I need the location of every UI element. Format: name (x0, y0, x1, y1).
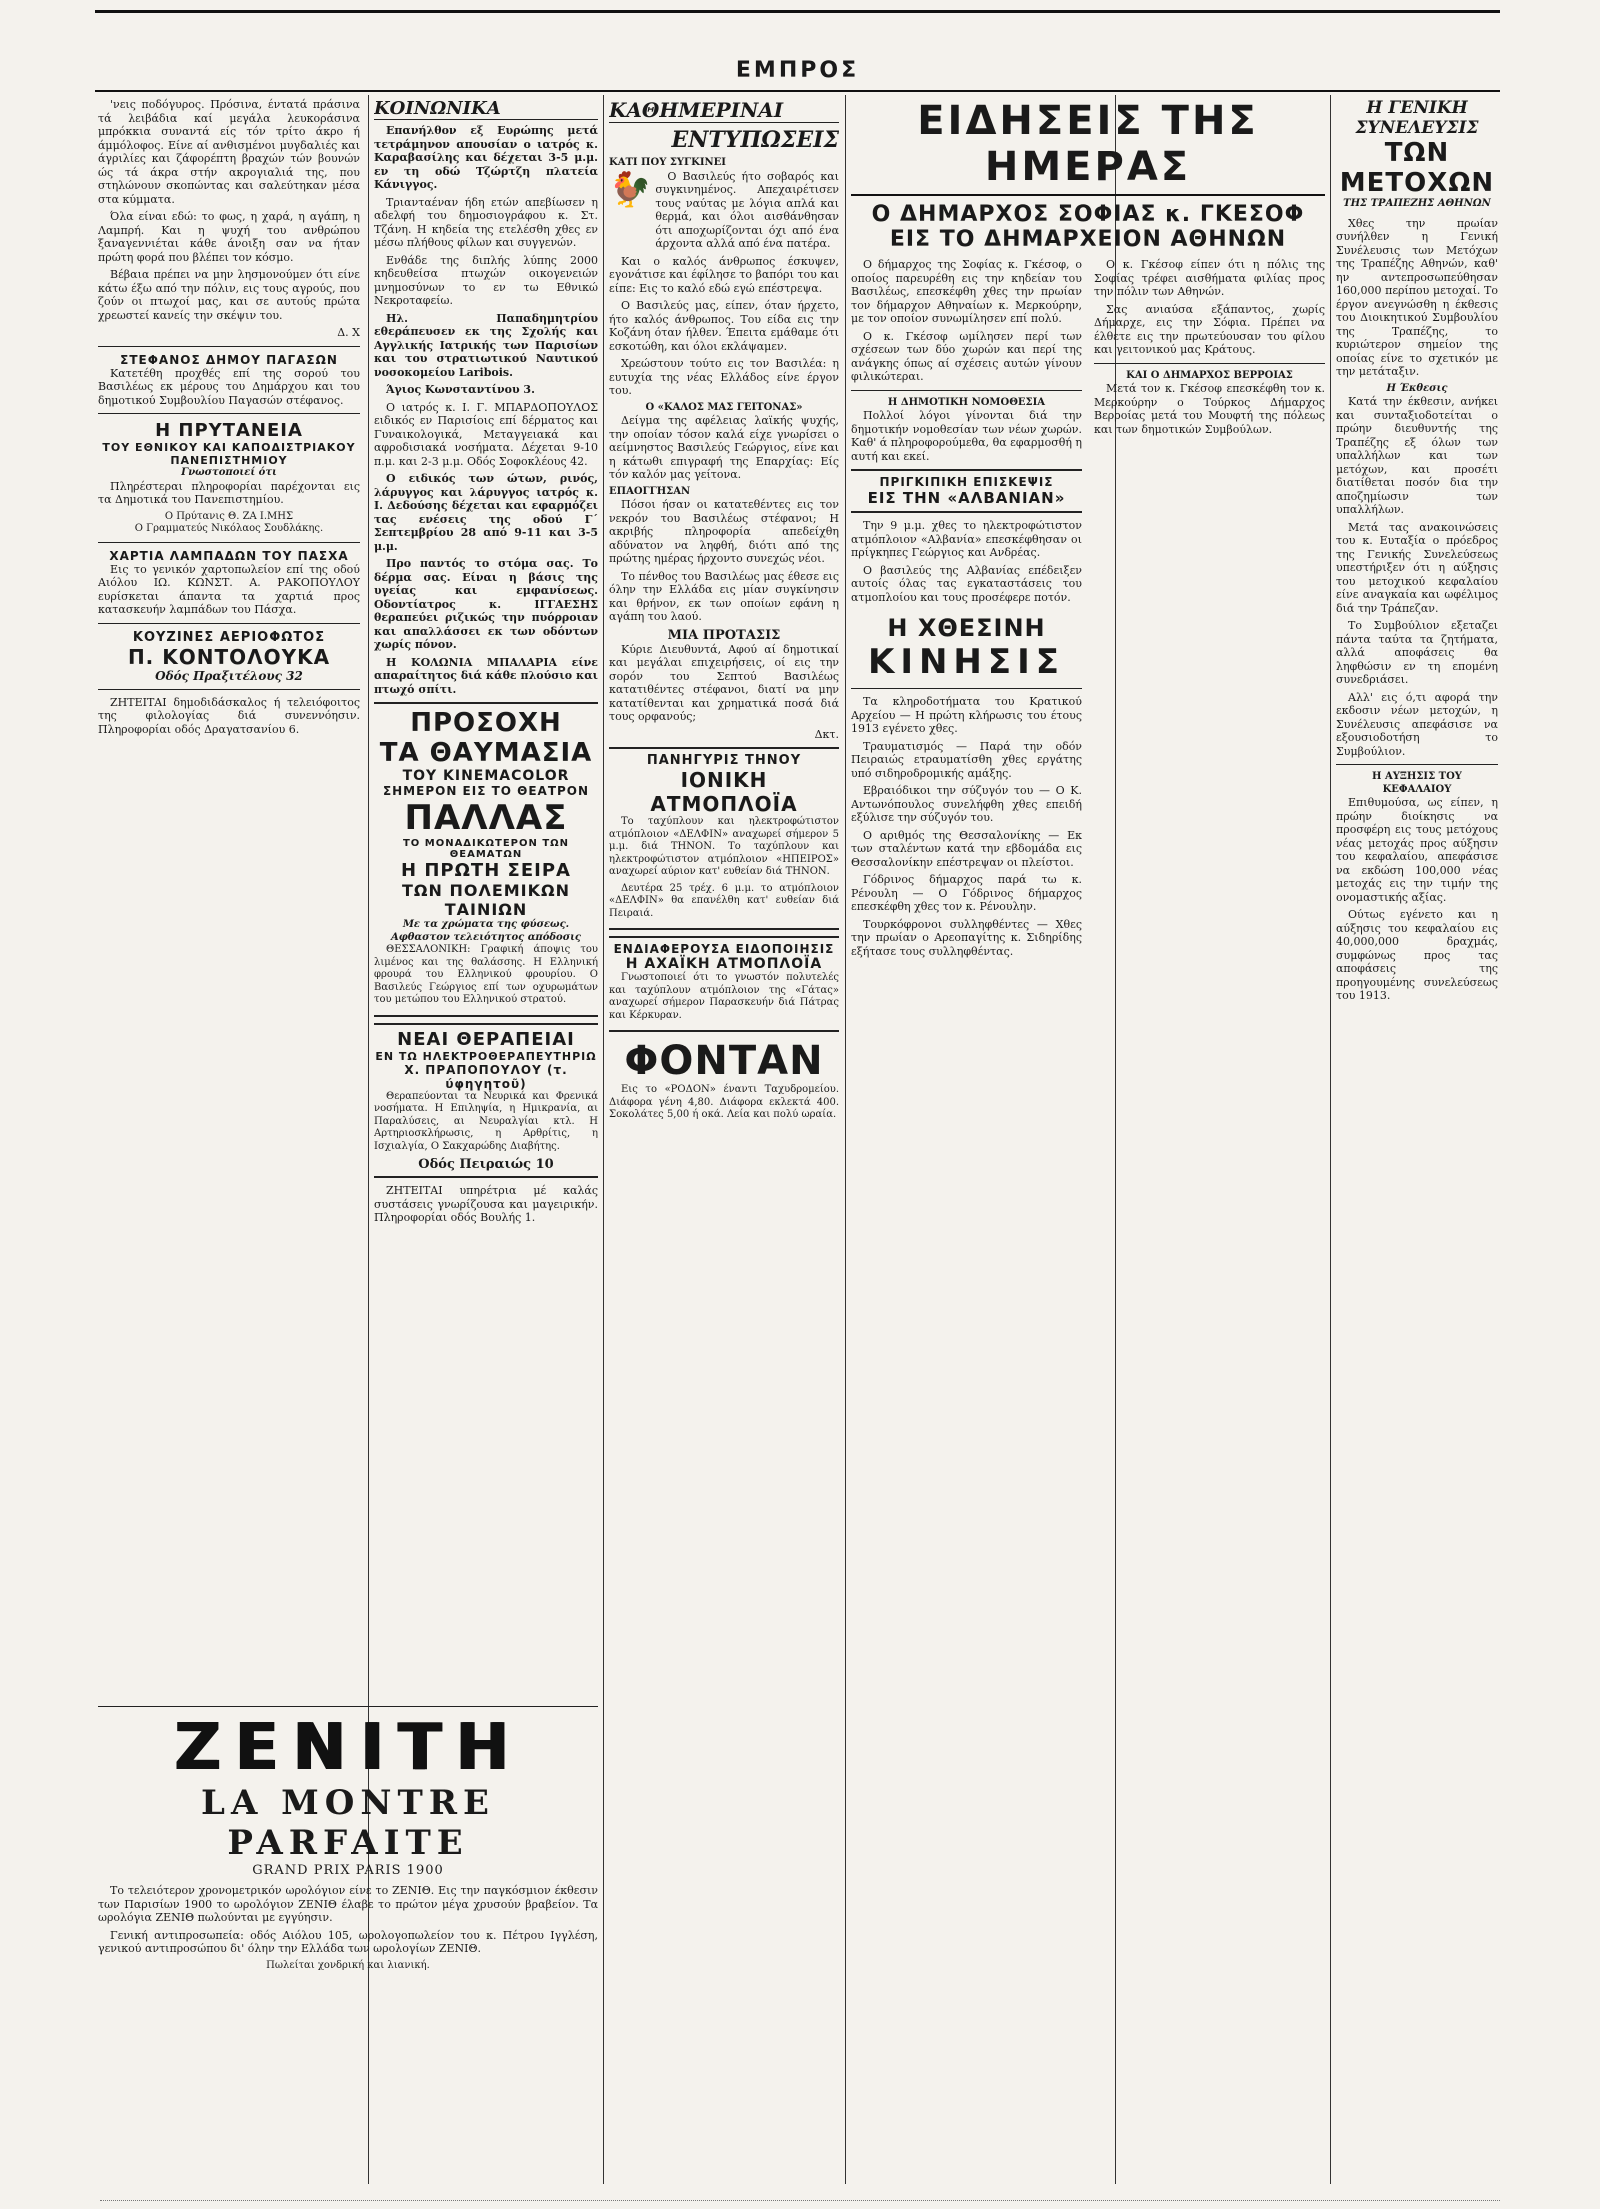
notice-name: Π. ΚΟΝΤΟΛΟΥΚΑ (127, 644, 331, 669)
ad-subtitle: ΙΟΝΙΚΗ ΑΤΜΟΠΛΟΪΑ (650, 768, 798, 816)
ad-films: ΤΩΝ ΠΟΛΕΜΙΚΩΝ ΤΑΙΝΙΩΝ (401, 881, 571, 919)
section-title: ΚΟΙΝΩΝΙΚΑ (374, 98, 598, 120)
fontan-headline: ΦΟΝΤΑΝ (624, 1038, 824, 1084)
subheading: ΠΡΙΓΚΙΠΙΚΗ ΕΠΙΣΚΕΨΙΣ (879, 475, 1054, 489)
notice-title: ΚΟΥΖΙΝΕΣ ΑΕΡΙΟΦΩΤΟΣ (132, 629, 326, 645)
zenith-footer: Πωλείται χονδρική και λιανική. (266, 1959, 430, 1971)
column-1 (98, 98, 360, 1679)
article-text: Προ παντός το στόμα σας. Το δέρμα σας. Είναι η βάσις της υγείας και εμφανίσεως. Οδοντίατρος κ. ΙΓΓΑΕΣΗΣ θεραπεύει ριζικώς την πυόρροιαν και απαλλάσσει εκ των οδόντων χωρίς πόνον. (374, 557, 598, 651)
ad-headline: ΤΑ ΘΑΥΜΑΣΙΑ (379, 738, 593, 768)
signature: Δκτ. (814, 727, 839, 741)
article-text: Την 9 μ.μ. χθες το ηλεκτροφώτιστον ατμόπλοιον «Αλβανία» επεσκέφθησαν οι πρίγκηπες Γεώργιος και Ανδρέας. (851, 519, 1082, 559)
notice-signature: Ο Πρύτανις Θ. ΖΑ Ι.ΜΗΣ (164, 510, 294, 522)
ad-name: Χ. ΠΡΑΠΟΠΟΥΛΟΥ (τ. ύφηγητοῦ) (404, 1062, 568, 1091)
article-text: Και ο καλός άνθρωπος έσκυψεν, εγονάτισε και έφίλησε το βαπόρι του και είπε: Εις το καλό εδώ εγώ επέστρεψα. (609, 254, 839, 295)
article-text: Ο δήμαρχος της Σοφίας κ. Γκέσοφ, ο οποίος παρευρέθη εις την κηδείαν του Βασιλέως, επεσκέφθη χθες την πρωίαν τον δήμαρχον Αθηναίων κ. Μερκούρην, με τον οποίον συνωμίλησεν επί πολύ. (851, 258, 1082, 325)
subheading: ΚΑΙ Ο ΔΗΜΑΡΧΟΣ ΒΕΡΡΟΙΑΣ (1126, 369, 1293, 381)
notice-text: ΖΗΤΕΙΤΑΙ δημοδιδάσκαλος ή τελειόφοιτος της φιλολογίας διά συνεννόησιν. Πληροφορίαι οδός Δραγατσανίου 6. (98, 695, 360, 736)
ad-headline: ΠΑΝΗΓΥΡΙΣ ΤΗΝΟΥ (646, 753, 802, 768)
article-text: Επιθυμούσα, ως είπεν, η πρώην διοίκησις να προσφέρη εις τους μετόχους νέας μετοχάς προς αύξησιν του κεφαλαίου, απεφάσισε να εκδώση 100,000 νέας μετοχάς εις την τιμήν της ονομαστικής αξίας. (1336, 796, 1498, 904)
zenith-brand: ZENITH (173, 1711, 523, 1785)
notice-signature: Ο Γραμματεύς Νικόλαος Σουδλάκης. (134, 523, 324, 534)
article-text: Βέβαια πρέπει να μην λησμονούμεν ότι είνε κάτω έξω από την πόλιν, εις τους αγρούς, που ζούν οι πτωχοί μας, και σε αυτούς πρώτα χρεωστεί κανείς την σκέψιν του. (98, 268, 360, 322)
cinema-ad (374, 702, 598, 1017)
headline: ΤΗΣ ΤΡΑΠΕΖΗΣ ΑΘΗΝΩΝ (1343, 198, 1491, 209)
article-text: Ο κ. Γκέσοφ ωμίλησεν περί των σχέσεων των δύο χωρών και περί της ανάγκης όπως αί σχέσεις αυτών γίνουν φιλικώτεραι. (851, 329, 1082, 383)
article-text: Πολλοί λόγοι γίνονται διά την δημοτικήν νομοθεσίαν των νέων χωρών. Καθ' ά πληροφορούμεθα, θα εφαρμοσθή η αυτή και εκεί. (851, 409, 1083, 463)
news-item: Τραυματισμός — Παρά την οδόν Πειραιώς ετραυματίσθη χθες εργάτης υπό σιδηροδρομικής αμάξης. (851, 739, 1082, 780)
ad-headline: ΝΕΑΙ ΘΕΡΑΠΕΙΑΙ (397, 1028, 575, 1050)
article-text: Δείγμα της αφέλειας λαϊκής ψυχής, την οποίαν τόσον καλά είχε γνωρίσει ο αείμνηστος Βασιλεύς Γεώργιος, είνε και η κάτωθι επιγραφή της Επαρχίας: Είς τόν καλόν μας γείτονα. (609, 414, 839, 481)
news-banner: ΕΙΔΗΣΕΙΣ ΤΗΣ ΗΜΕΡΑΣ (851, 98, 1325, 196)
ad-subtitle: ΕΝ ΤΩ ΗΛΕΚΤΡΟΘΕΡΑΠΕΥΤΗΡΙΩ (375, 1049, 597, 1063)
section-subtitle: ΕΝΤΥΠΩΣΕΙΣ (671, 127, 839, 153)
subheading: ΕΠΑΟΓΓΗΣΑΝ (609, 485, 691, 497)
article-text: Επανήλθον εξ Ευρώπης μετά τετράμηνον απουσίαν ο ιατρός κ. Καραβασίλης και δέχεται 3-5 μ.μ. εν τη οδώ Τζώρτζη πλατεία Κάνιγγος. (374, 124, 598, 191)
tinos-ad (609, 747, 839, 930)
news-item: Εβραιόδικοι την σύζυγόν του — Ο Κ. Αντωνόπουλος συνελήφθη χθες επειδή εξύλισε την σύζυγόν του. (851, 784, 1082, 824)
masthead-rule (95, 10, 1500, 13)
zenith-tagline: LA MONTRE PARFAITE (201, 1783, 495, 1863)
section-big-title: Η ΧΘΕΣΙΝΗ (887, 614, 1046, 642)
notice-address: Οδός Πραξιτέλους 32 (155, 668, 303, 683)
article-text: Μετά τον κ. Γκέσοφ επεσκέφθη τον κ. Μερκούρην ο Τούρκος Δήμαρχος Βερροίας μετά του Μουφτή της πόλεως και των δημοτικών Συμβούλων. (1094, 382, 1325, 436)
article-text: Ο ειδικός των ώτων, ρινός, λάρυγγος και λάρυγγος ιατρός κ. Ι. Δεδούσης δέχεται και εφαρμόζει τας ενέσεις της οδού Γ΄ Σεπτεμβρίου 28 από 9-11 και 3-5 μ.μ. (374, 472, 598, 553)
article-text: Ο κ. Γκέσοφ είπεν ότι η πόλις της Σοφίας τρέφει αισθήματα φιλίας προς την πόλιν των Αθηνών. (1094, 258, 1325, 298)
article-text: Ηλ. Παπαδημητρίου εθεράπευσεν εκ της Σχολής και Αγγλικής Ιατρικής των Παρισίων και του στρατιωτικού Ναυτικού νοσοκομείου Laribois. (374, 311, 598, 379)
column-5 (1336, 98, 1498, 2184)
therapy-ad (374, 1023, 598, 1179)
column-divider (1330, 95, 1331, 2184)
notice-text: Πληρέστεραι πληροφορίαι παρέχονται εις τα Δημοτικά του Πανεπιστημίου. (98, 479, 360, 506)
notice-title: Η ΠΡΥΤΑΝΕΙΑ (155, 420, 303, 441)
newspaper-title: ΕΜΠΡΟΣ (735, 58, 860, 83)
column-4 (851, 98, 1325, 2184)
zenith-text: Το τελειότερον χρονομετρικόν ωρολόγιον είνε το ΖΕΝΙΘ. Εις την παγκόσμιον έκθεσιν των Παρισίων 1900 το ωρολόγιον ΖΕΝΙΘ έλαβε το πρώτον μέγα χρυσούν βραβείον. Τα ωρολόγια ΖΕΝΙΘ πωλούνται με εγγύησιν. (98, 1884, 598, 1924)
notice-title: ΣΤΕΦΑΝΟΣ ΔΗΜΟΥ ΠΑΓΑΣΩΝ (120, 352, 338, 367)
news-item: Τα κληροδοτήματα του Κρατικού Αρχείου — Η πρώτη κλήρωσις του έτους 1913 εγένετο χθες. (851, 695, 1082, 735)
notice-lead: Γνωστοποιεί ότι (181, 467, 277, 478)
ad-headline: ΕΝΔΙΑΦΕΡΟΥΣΑ ΕΙΔΟΠΟΙΗΣΙΣ (613, 942, 835, 956)
notice-text: Εις το γενικόν χαρτοπωλείον επί της οδού Αιόλου ΙΩ. ΚΩΝΣΤ. Α. ΡΑΚΟΠΟΥΛΟΥ ευρίσκεται άπαντα τα χαρτιά προς κατασκευήν λαμπάδων του Πάσχα. (98, 562, 360, 616)
news-item: Ο αριθμός της Θεσσαλονίκης — Εκ των σταλέντων κατά την εβδομάδα εις Θεσσαλονίκην επέστρεψαν οι πλείστοι. (851, 828, 1082, 869)
column-2 (374, 98, 598, 1679)
subheading: Η ΑΥΞΗΣΙΣ ΤΟΥ ΚΕΦΑΛΑΙΟΥ (1372, 771, 1462, 795)
notice-text: Κατετέθη προχθές επί της σορού του Βασιλέως εκ μέρους του Δημάρχου και του δημοτικού Συμβουλίου Παγασών στέφανος. (98, 366, 360, 407)
header-rule (95, 90, 1500, 92)
article-text: Ο βασιλεύς της Αλβανίας επέδειξεν αυτοίς όλας τας εγκαταστάσεις του ατμοπλοίου και τους προσέφερε ποτόν. (851, 563, 1082, 604)
ad-subtitle: Η ΑΧΑΪΚΗ ΑΤΜΟΠΛΟΪΑ (625, 956, 823, 972)
subheading: Η Έκθεσις (1386, 382, 1448, 394)
ad-line: ΣΗΜΕΡΟΝ ΕΙΣ ΤΟ ΘΕΑΤΡΟΝ (382, 784, 590, 798)
ad-text: Εις το «ΡΟΔΟΝ» έναντι Ταχυδρομείου. Διάφορα γένη 4,80. Διάφορα εκλεκτά 400. Σοκολάτες 5,00 ή οκά. Λεία και πολύ ωραία. (609, 1084, 839, 1120)
subheading: ΚΑΤΙ ΠΟΥ ΣΥΓΚΙΝΕΙ (609, 157, 726, 168)
section-big-title: ΚΙΝΗΣΙΣ (867, 642, 1065, 682)
ad-theatre: ΠΑΛΛΑΣ (404, 798, 568, 838)
ad-text: Το ταχύπλουν και ηλεκτροφώτιστον ατμόπλοιον «ΔΕΛΦΙΝ» αναχωρεί σήμερον 5 μ.μ. διά ΤΗΝΟΝ. Το ταχύπλουν και ηλεκτροφώτιστον ατμόπλοιον «ΗΠΕΙΡΟΣ» αναχωρεί αύριον κατ' ευθείαν διά ΤΗΝΟΝ. (609, 816, 839, 877)
section-title: ΚΑΘΗΜΕΡΙΝΑΙ (609, 98, 839, 123)
article-text: Η ΚΟΛΩΝΙΑ ΜΠΑΛΑΡΙΑ είνε απαραίτητος διά κάθε πλούσιο και πτωχό σπίτι. (374, 655, 598, 696)
notice-text: ΖΗΤΕΙΤΑΙ υπηρέτρια μέ καλάς συστάσεις γνωρίζουσα και μαγειρικήν. Πληροφορίαι οδός Βουλής 1. (374, 1184, 598, 1224)
article-text: Ο Βασιλεύς ήτο σοβαρός και συγκινημένος. Απεχαιρέτισεν τους ναύτας με λόγια απλά και θερμά, και όλοι αισθάνθησαν ότι αποχωρίζονται όχι από ένα άρχοντα αλλά από ένα πατέρα. (655, 169, 839, 250)
achaiki-ad (609, 936, 839, 1032)
ad-text: Γνωστοποιεί ότι το γνωστόν πολυτελές και ταχύπλουν ατμόπλοιον της «Γάτας» αναχωρεί σήμερον Παρασκευήν διά Πάτρας και Κέρκυραν. (609, 972, 839, 1021)
article-text: Ο Βασιλεύς μας, είπεν, όταν ήρχετο, ήτο καλός άνθρωπος. Του είδα εις την Κοζάνη όταν ήλθεν. Έπειτα εμάθαμε ότι εσκοτώθη, και όλοι εκλάψαμεν. (609, 299, 839, 353)
ad-text: Δευτέρα 25 τρέχ. 6 μ.μ. το ατμόπλοιον «ΔΕΛΦΙΝ» θα επανέλθη κατ' ευθείαν διά Πειραιά. (609, 882, 839, 919)
headline: Η ΓΕΝΙΚΗ ΣΥΝΕΛΕΥΣΙΣ (1355, 98, 1479, 138)
article-text: Ούτως εγένετο και η αύξησις του κεφαλαίου εις 40,000,000 δραχμάς, συμφώνως προς τας αποφάσεις της προηγουμένης συνελεύσεως του 1913. (1336, 908, 1498, 1002)
article-text: Ο ιατρός κ. Ι. Γ. ΜΠΑΡΔΟΠΟΥΛΟΣ ειδικός εν Παρισίοις επί δέρματος και Γυναικολογικά, Μεταγγειακά και αφροδισιακά νοσήματα. Δέχεται 9-10 π.μ. και 2-3 μ.μ. Οδός Σοφοκλέους 42. (374, 400, 598, 468)
ad-address: Οδός Πειραιώς 10 (418, 1157, 554, 1172)
article-text: Ενθάδε της διπλής λύπης 2000 κηδευθείσα πτωχών οικογενειών μνημοσύνων το εν τω Εθνικώ Νεκροταφείω. (374, 253, 598, 307)
article-text: Όλα είναι εδώ: το φως, η χαρά, η αγάπη, η Λαμπρή. Και η ψυχή του ανθρώπου ξαναγεννιέται κάθε άνοιξη σαν να ήταν πρώτη φορά που βλέπει τον κόσμο. (98, 210, 360, 264)
article-text: Το Συμβούλιον εξεταζει πάντα ταύτα τα ζητήματα, αλλά αποφάσεις θα ληφθώσιν εν τη επομένη συνεδριάσει. (1336, 619, 1498, 686)
ad-text: ΘΕΣΣΑΛΟΝΙΚΗ: Γραφική άποψις του λιμένος και της θαλάσσης. Η Ελληνική φρουρά του Ελληνικού φρουρίου. Ο Βασιλεύς Γεώργιος επί των οχυρωμάτων του μετώπου του Ελληνικού στρατού. (374, 944, 598, 1005)
ad-line: ΤΟ ΜΟΝΑΔΙΚΩΤΕΡΟΝ ΤΩΝ ΘΕΑΜΑΤΩΝ (402, 838, 570, 860)
ad-series: Η ΠΡΩΤΗ ΣΕΙΡΑ (401, 860, 571, 881)
news-right-column (1094, 258, 1325, 962)
article-text: Αλλ' εις ό,τι αφορά την εκδοσιν νέων μετοχών, η Συνέλευσις απεφάσισε να εξουσιοδοτήση το Συμβούλιον. (1336, 690, 1498, 758)
column-divider (845, 95, 846, 2184)
subheading: ΜΙΑ ΠΡΟΤΑΣΙΣ (667, 627, 781, 643)
article-text: 'νεις ποδόγυρος. Πρόσινα, έντατά πράσινα τά λειβάδια καί μεγάλα λευκοράσινα μπρόκκια συναντά είς τόν τρίτο άκρο ή άμμόλοφος. Είνε αί ανθισμένοι μυγδαλιές και άγριλίες και ζάφορέπτη βραχών τών βουνών ώς τά άκρα στήν ακρογιαλιά της, που στηλώνουν σκοπώντας και σαλεύτηκαν μέσα στα κύμματα. (98, 98, 360, 206)
article-text: Το πένθος του Βασιλέως μας έθεσε εις όλην την Ελλάδα εις μίαν συγκίνησιν και θρήνον, εκ των οποίων εφάνη η αγάπη του λαού. (609, 569, 839, 623)
subheading: ΕΙΣ ΤΗΝ «ΑΛΒΑΝΙΑΝ» (867, 489, 1066, 507)
article-text: Μετά τας ανακοινώσεις του κ. Ευταξία ο πρόεδρος της Γενικής Συνελεύσεως υπεστήριξεν ότι η αύξησις του μετοχικού κεφαλαίου είνε αναγκαία και ωφέλιμος διά την Τράπεζαν. (1336, 520, 1498, 615)
ad-text: Θεραπεύονται τα Νευρικά και Φρενικά νοσήματα. Η Επιληψία, η Ημικρανία, αι Παραλύσεις, αι Νευραλγίαι κτλ. Η Αρτηριοσκλήρωσις, η Αρθρίτις, η Ισχιαλγία, Ο Σακχαρώδης Διαβήτης. (374, 1090, 598, 1152)
news-item: Τουρκόφρονοι συλληφθέντες — Χθες την πρωίαν ο Αρεοπαγίτης κ. Σιδηρίδης εξήτασε τους συλληφθέντας. (851, 917, 1082, 958)
masthead (95, 0, 1500, 90)
article-text: Σας ανιαύσα εξάπαντος, χωρίς Δήμαρχε, εις την Σόφια. Πρέπει να έλθετε εις την πρωτεύουσαν του φίλου και γειτονικού μας Κράτους. (1094, 302, 1325, 356)
headline: ΕΙΣ ΤΟ ΔΗΜΑΡΧΕΙΟΝ ΑΘΗΝΩΝ (889, 227, 1287, 252)
bottom-edge (100, 2200, 1500, 2201)
notice-title: ΧΑΡΤΙΑ ΛΑΜΠΑΔΩΝ ΤΟΥ ΠΑΣΧΑ (109, 548, 349, 563)
ad-note: Με τα χρώματα της φύσεως. Αφθαστον τελειότητος απόδοσις (390, 919, 582, 943)
subheading: Η ΔΗΜΟΤΙΚΗ ΝΟΜΟΘΕΣΙΑ (887, 396, 1046, 408)
zenith-text: Γενική αντιπροσωπεία: οδός Αιόλου 105, ωρολογοπωλείον του κ. Πέτρου Ιγγλέση, γενικού αντιπροσώπου δι' όλην την Ελλάδα των ωρολογίων ΖΕΝΙΘ. (98, 1928, 598, 1955)
zenith-prize: GRAND PRIX PARIS 1900 (252, 1863, 444, 1878)
zenith-ad (98, 1700, 598, 1972)
article-text: Πόσοι ήσαν οι κατατεθέντες εις τον νεκρόν του Βασιλέως στέφανοι; Η ακριβής πληροφορία απεδείχθη αδύνατον να ληφθή, διότι από της πρώτης ημέρας ήρχοντο συνεχώς νέοι. (609, 498, 839, 565)
news-item: Γόδρινος δήμαρχος παρά τω κ. Ρένουλη — Ο Γόδρινος δήμαρχος επεσκέφθη χθες τον κ. Ρένουλην. (851, 873, 1082, 913)
article-text: Χρεώστουν τούτο εις τον Βασιλέα: η ευτυχία της νέας Ελλάδος είνε έργον του. (609, 357, 839, 397)
ad-headline: ΠΡΟΣΟΧΗ (410, 708, 562, 738)
article-text: Κύριε Διευθυντά, Αφού αί δημοτικαί και μεγάλαι επιχειρήσεις, οί εις την σορόν του Σεπτού Βασιλέως κατατιθέντες στέφανοι, διατί να μην κατατίθενται και χρηματικά ποσά διά τους ορφανούς; (609, 642, 839, 723)
article-text: Χθες την πρωίαν συνήλθεν η Γενική Συνέλευσις των Μετόχων της Τραπέζης Αθηνών, καθ' ην αντεπροσωπεύθησαν 160,000 περίπου μετοχαί. Το έργον ανεγνώσθη η έκθεσις του Διοικητικού Συμβουλίου της Τραπέζης, το κυριώτερον σημείον της οποίας είνε το σχετικόν με την μετάταξιν. (1336, 216, 1498, 378)
article-text: Τριανταέναν ήδη ετών απεβίωσεν η αδελφή του δημοσιογράφου κ. Στ. Τζάνη. Η κηδεία της ετελέσθη χθες εν μέσω πλήθους φίλων και συγγενών. (374, 195, 598, 249)
headline: Ο ΔΗΜΑΡΧΟΣ ΣΟΦΙΑΣ κ. ΓΚΕΣΟΦ (871, 202, 1305, 227)
signature: Δ. Χ (337, 326, 360, 339)
news-left-column (851, 258, 1082, 962)
column-divider (603, 95, 604, 2184)
column-3 (609, 98, 839, 2184)
rooster-icon: 🐓 (609, 169, 652, 210)
subheading: Ο «ΚΑΛΟΣ ΜΑΣ ΓΕΙΤΟΝΑΣ» (645, 401, 803, 413)
article-text: Κατά την έκθεσιν, ανήκει και συνταξιοδοτείται ο πρώην διευθυντής της Τραπέζης εξ όλων των υπαλλήλων και των μετόχων, και προσέτι διατίθεται ποσόν δια την αποζημίωσιν των υπαλλήλων. (1336, 395, 1498, 516)
notice-subtitle: ΤΟΥ ΕΘΝΙΚΟΥ ΚΑΙ ΚΑΠΟΔΙΣΤΡΙΑΚΟΥ ΠΑΝΕΠΙΣΤΗΜΙΟΥ (102, 441, 356, 467)
article-text: Άγιος Κωνσταντίνου 3. (386, 383, 535, 396)
prince-visit-box (851, 469, 1082, 513)
headline: ΤΩΝ ΜΕΤΟΧΩΝ (1339, 138, 1495, 198)
ad-subtitle: ΤΟΥ KINEMACOLOR (402, 768, 570, 784)
